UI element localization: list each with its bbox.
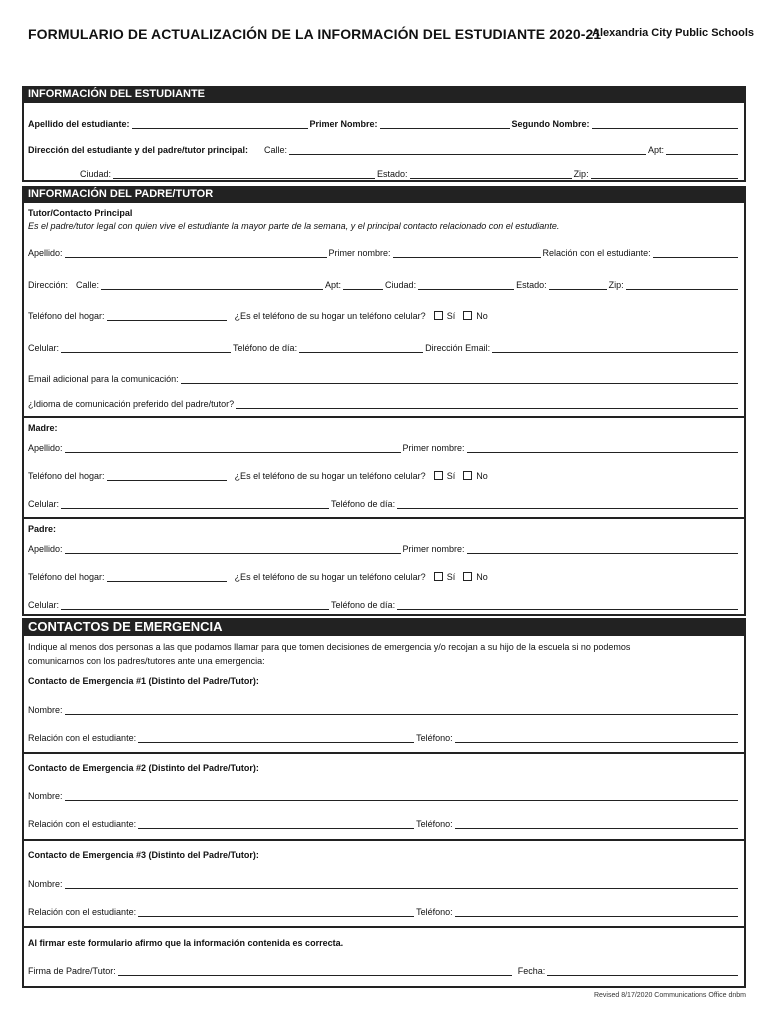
guardian-yes-label: Sí (446, 311, 456, 321)
guardian-cell-label: Celular: (28, 343, 60, 353)
guardian-state-field[interactable] (549, 279, 607, 290)
school-district-name: Alexandria City Public Schools (592, 27, 754, 39)
mother-last-name-label: Apellido: (28, 443, 63, 453)
signature-row (28, 965, 740, 976)
mother-no-checkbox[interactable] (463, 471, 472, 480)
guardian-last-name-label: Apellido: (28, 248, 63, 258)
guardian-no-label: No (476, 311, 488, 321)
emergency-divider-2 (22, 839, 746, 841)
mother-divider (22, 416, 746, 418)
mother-cell-question: ¿Es el teléfono de su hogar un teléfono celular? (234, 471, 426, 481)
student-first-name-field[interactable] (380, 118, 510, 129)
emergency-section-box (22, 618, 746, 988)
guardian-relation-label: Relación con el estudiante: (542, 248, 651, 258)
student-name-row (28, 118, 740, 129)
guardian-apt-field[interactable] (343, 279, 383, 290)
guardian-extra-email-row (28, 373, 740, 384)
guardian-address-label: Dirección: (28, 280, 69, 290)
student-zip-label: Zip: (573, 169, 589, 179)
emergency-contact-2-name-label: Nombre: (28, 791, 63, 801)
student-section-header: INFORMACIÓN DEL ESTUDIANTE (22, 86, 746, 103)
guardian-phone-row (28, 310, 740, 321)
mother-no-label: No (476, 471, 488, 481)
father-day-phone-field[interactable] (397, 599, 738, 610)
father-home-phone-label: Teléfono del hogar: (28, 572, 105, 582)
signature-divider (22, 926, 746, 928)
student-last-name-field[interactable] (132, 118, 308, 129)
student-last-name-label: Apellido del estudiante: (28, 119, 130, 129)
signature-statement: Al firmar este formulario afirmo que la información contenida es correcta. (28, 938, 344, 948)
guardian-relation-field[interactable] (653, 247, 738, 258)
father-no-label: No (476, 572, 488, 582)
emergency-contact-3-phone-field[interactable] (455, 906, 738, 917)
emergency-contact-3-name-field[interactable] (65, 878, 738, 889)
guardian-language-label: ¿Idioma de comunicación preferido del padre/tutor? (28, 399, 235, 409)
father-last-name-label: Apellido: (28, 544, 63, 554)
mother-yes-checkbox[interactable] (434, 471, 443, 480)
father-phone-row (28, 571, 740, 582)
emergency-intro-line-2: comunicarnos con los padres/tutores ante una emergencia: (28, 656, 265, 666)
emergency-intro-line-1: Indique al menos dos personas a las que podamos llamar para que tomen decisiones de emergencia y/o recojan a su hijo de la escuela si no podemos (28, 642, 631, 652)
student-apt-field[interactable] (666, 144, 738, 155)
emergency-contact-2-relation-field[interactable] (138, 818, 414, 829)
guardian-apt-label: Apt: (325, 280, 342, 290)
guardian-name-row (28, 247, 740, 258)
mother-home-phone-label: Teléfono del hogar: (28, 471, 105, 481)
guardian-language-row (28, 398, 740, 409)
emergency-contact-3-relation-row (28, 906, 740, 917)
mother-day-phone-label: Teléfono de día: (331, 499, 396, 509)
primary-contact-title: Tutor/Contacto Principal (28, 208, 133, 218)
mother-cell-label: Celular: (28, 499, 60, 509)
father-home-phone-field[interactable] (107, 571, 227, 582)
mother-cell-row (28, 498, 740, 509)
guardian-last-name-field[interactable] (65, 247, 327, 258)
guardian-section-header: INFORMACIÓN DEL PADRE/TUTOR (22, 186, 746, 203)
mother-title: Madre: (28, 423, 58, 433)
student-street-label: Calle: (264, 145, 288, 155)
mother-yes-label: Sí (446, 471, 456, 481)
emergency-contact-3-phone-label: Teléfono: (416, 907, 453, 917)
guardian-yes-checkbox[interactable] (434, 311, 443, 320)
student-zip-field[interactable] (591, 168, 738, 179)
emergency-divider-1 (22, 752, 746, 754)
guardian-day-phone-field[interactable] (299, 342, 423, 353)
emergency-contact-1-relation-field[interactable] (138, 732, 414, 743)
father-cell-label: Celular: (28, 600, 60, 610)
primary-contact-note: Es el padre/tutor legal con quien vive el estudiante la mayor parte de la semana, y el principal contacto relacionado con el estudiante. (28, 221, 560, 231)
guardian-zip-label: Zip: (608, 280, 624, 290)
emergency-contact-1-name-label: Nombre: (28, 705, 63, 715)
date-label: Fecha: (517, 966, 546, 976)
mother-home-phone-field[interactable] (107, 470, 227, 481)
student-middle-name-label: Segundo Nombre: (511, 119, 590, 129)
revision-note: Revised 8/17/2020 Communications Office dnbm (593, 992, 746, 999)
guardian-email-label: Dirección Email: (425, 343, 491, 353)
father-no-checkbox[interactable] (463, 572, 472, 581)
guardian-cell-row (28, 342, 740, 353)
date-field[interactable] (547, 965, 738, 976)
father-day-phone-label: Teléfono de día: (331, 600, 396, 610)
mother-phone-row (28, 470, 740, 481)
mother-last-name-field[interactable] (65, 442, 401, 453)
guardian-first-name-field[interactable] (393, 247, 541, 258)
guardian-home-phone-field[interactable] (107, 310, 227, 321)
guardian-street-field[interactable] (101, 279, 323, 290)
mother-first-name-field[interactable] (467, 442, 738, 453)
guardian-cell-question: ¿Es el teléfono de su hogar un teléfono celular? (234, 311, 426, 321)
emergency-section-header: CONTACTOS DE EMERGENCIA (22, 618, 746, 636)
signature-field[interactable] (118, 965, 512, 976)
father-divider (22, 517, 746, 519)
emergency-contact-1-title: Contacto de Emergencia #1 (Distinto del Padre/Tutor): (28, 676, 259, 686)
student-state-label: Estado: (377, 169, 408, 179)
guardian-state-label: Estado: (516, 280, 547, 290)
mother-name-row (28, 442, 740, 453)
mother-day-phone-field[interactable] (397, 498, 738, 509)
student-street-field[interactable] (289, 144, 646, 155)
emergency-contact-2-relation-label: Relación con el estudiante: (28, 819, 137, 829)
student-city-field[interactable] (113, 168, 375, 179)
student-address-row (28, 144, 740, 155)
father-first-name-field[interactable] (467, 543, 738, 554)
emergency-contact-1-relation-label: Relación con el estudiante: (28, 733, 137, 743)
guardian-home-phone-label: Teléfono del hogar: (28, 311, 105, 321)
emergency-contact-2-name-field[interactable] (65, 790, 738, 801)
student-apt-label: Apt: (647, 145, 664, 155)
emergency-contact-2-phone-field[interactable] (455, 818, 738, 829)
father-first-name-label: Primer nombre: (402, 544, 465, 554)
guardian-street-label: Calle: (76, 280, 100, 290)
guardian-address-row (28, 279, 740, 290)
guardian-email-field[interactable] (492, 342, 738, 353)
father-name-row (28, 543, 740, 554)
emergency-contact-1-phone-label: Teléfono: (416, 733, 453, 743)
student-middle-name-field[interactable] (592, 118, 738, 129)
student-first-name-label: Primer Nombre: (309, 119, 378, 129)
guardian-cell-field[interactable] (61, 342, 231, 353)
guardian-language-field[interactable] (236, 398, 738, 409)
father-cell-field[interactable] (61, 599, 329, 610)
student-city-row (80, 168, 740, 179)
mother-first-name-label: Primer nombre: (402, 443, 465, 453)
form-title: FORMULARIO DE ACTUALIZACIÓN DE LA INFORMACIÓN DEL ESTUDIANTE 2020-21 (28, 26, 602, 42)
student-address-label: Dirección del estudiante y del padre/tutor principal: (28, 145, 249, 155)
guardian-zip-field[interactable] (626, 279, 738, 290)
signature-label: Firma de Padre/Tutor: (28, 966, 116, 976)
father-last-name-field[interactable] (65, 543, 401, 554)
father-title: Padre: (28, 524, 57, 534)
father-cell-row (28, 599, 740, 610)
guardian-first-name-label: Primer nombre: (328, 248, 391, 258)
emergency-contact-3-name-row (28, 878, 740, 889)
mother-cell-field[interactable] (61, 498, 329, 509)
guardian-extra-email-field[interactable] (181, 373, 738, 384)
guardian-extra-email-label: Email adicional para la comunicación: (28, 374, 179, 384)
emergency-contact-2-title: Contacto de Emergencia #2 (Distinto del Padre/Tutor): (28, 763, 259, 773)
student-state-field[interactable] (410, 168, 572, 179)
emergency-contact-3-relation-label: Relación con el estudiante: (28, 907, 137, 917)
emergency-contact-2-name-row (28, 790, 740, 801)
emergency-contact-1-relation-row (28, 732, 740, 743)
emergency-contact-1-name-row (28, 704, 740, 715)
father-yes-checkbox[interactable] (434, 572, 443, 581)
emergency-contact-1-phone-field[interactable] (455, 732, 738, 743)
guardian-city-field[interactable] (418, 279, 514, 290)
emergency-contact-3-name-label: Nombre: (28, 879, 63, 889)
guardian-city-label: Ciudad: (385, 280, 417, 290)
father-cell-question: ¿Es el teléfono de su hogar un teléfono celular? (234, 572, 426, 582)
guardian-day-phone-label: Teléfono de día: (233, 343, 298, 353)
emergency-contact-2-phone-label: Teléfono: (416, 819, 453, 829)
emergency-contact-3-title: Contacto de Emergencia #3 (Distinto del Padre/Tutor): (28, 850, 259, 860)
emergency-contact-2-relation-row (28, 818, 740, 829)
guardian-no-checkbox[interactable] (463, 311, 472, 320)
emergency-contact-1-name-field[interactable] (65, 704, 738, 715)
student-city-label: Ciudad: (80, 169, 112, 179)
father-yes-label: Sí (446, 572, 456, 582)
emergency-contact-3-relation-field[interactable] (138, 906, 414, 917)
